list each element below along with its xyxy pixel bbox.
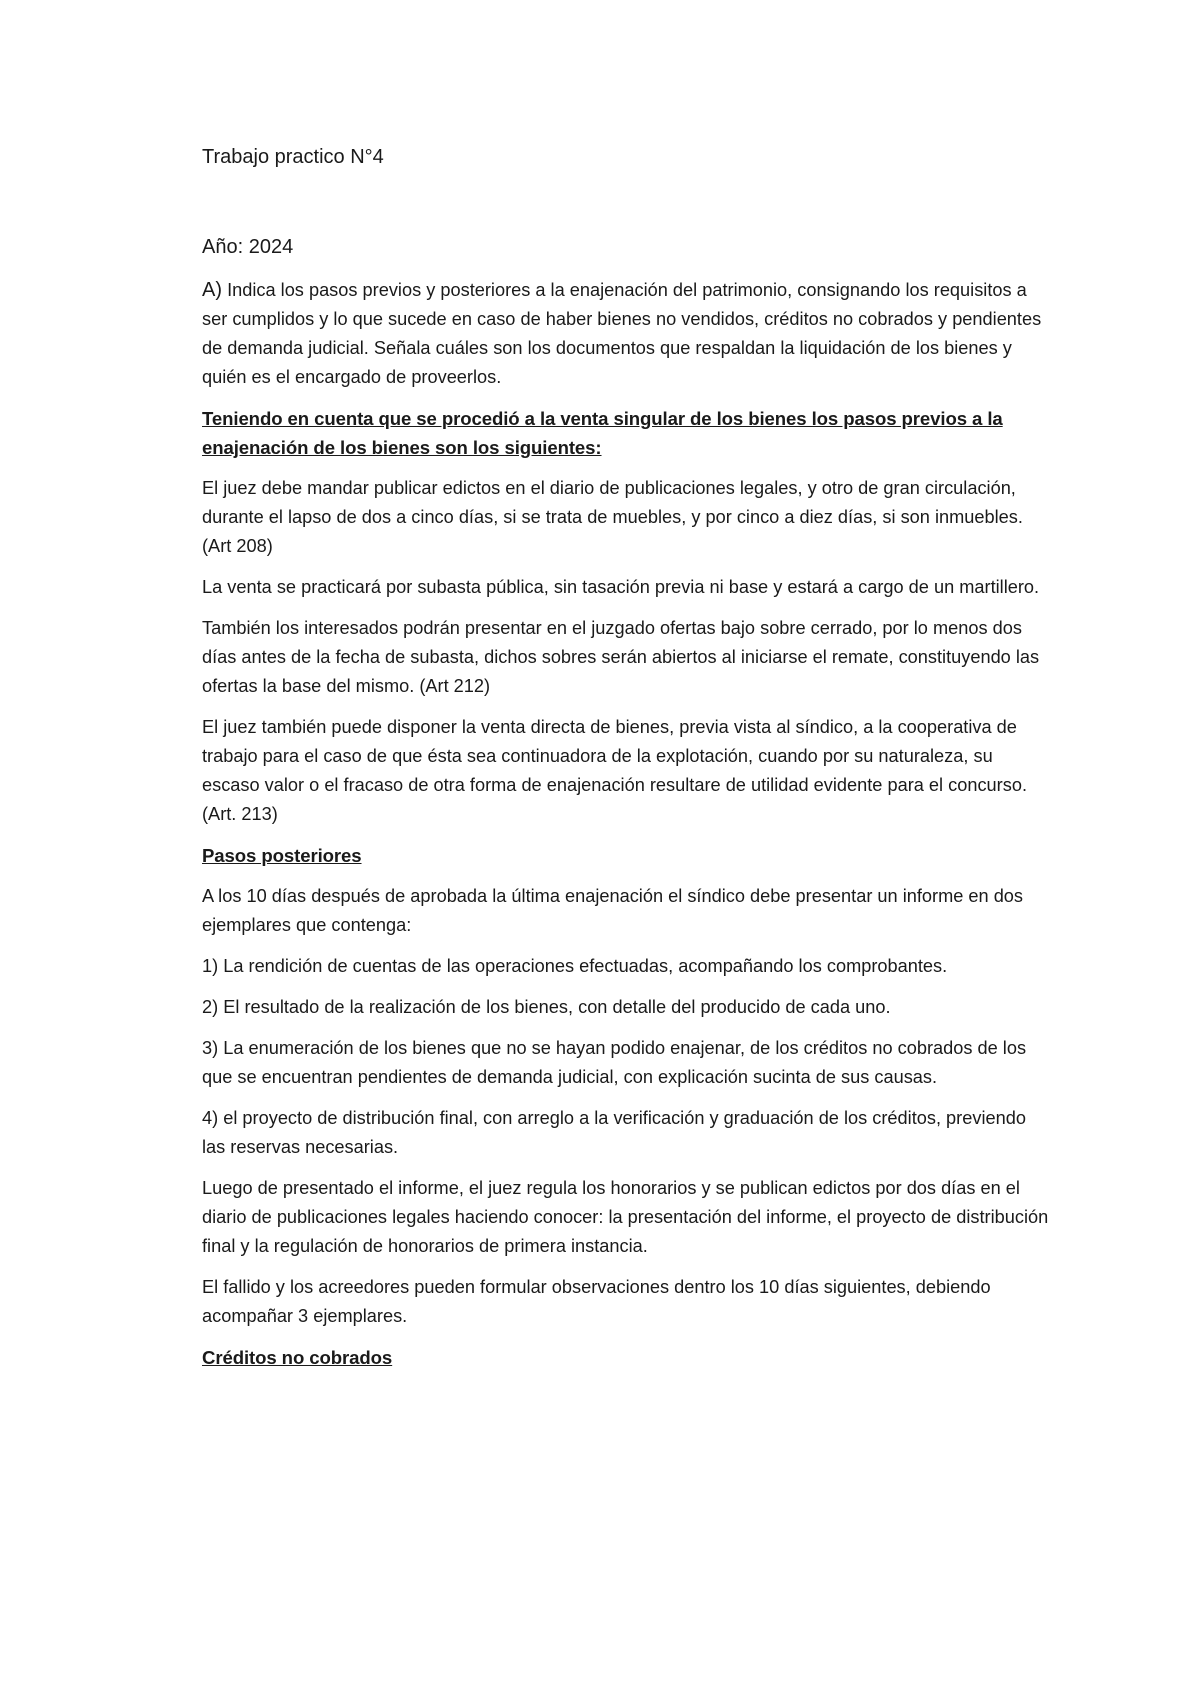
document-year: Año: 2024 (202, 236, 294, 258)
heading-pasos-previos: Teniendo en cuenta que se procedió a la venta singular de los bienes los pasos previos a la enajenación de los bienes son los siguientes: (202, 408, 1003, 458)
question-text: Indica los pasos previos y posteriores a la enajenación del patrimonio, consignando los requisitos a ser cumplidos y lo que sucede en caso de haber bienes no vendidos, créditos no cobrados y pendientes de demanda judicial. Señala cuáles son los documentos que respaldan la liquidación de los bienes y quién es el encargado de proveerlos. (202, 280, 1042, 387)
list-item-3: 3) La enumeración de los bienes que no se hayan podido enajenar, de los créditos no cobrados de los que se encuentran pendientes de demanda judicial, con explicación sucinta de sus causas. (202, 1038, 1027, 1087)
heading-creditos-no-cobrados: Créditos no cobrados (202, 1347, 393, 1368)
paragraph-ofertas: También los interesados podrán presentar en el juzgado ofertas bajo sobre cerrado, por lo menos dos días antes de la fecha de subasta, dichos sobres serán abiertos al iniciarse el remate, constituyendo las ofertas la base del mismo. (Art 212) (202, 618, 1040, 696)
paragraph-venta-directa: El juez también puede disponer la venta directa de bienes, previa vista al síndico, a la cooperativa de trabajo para el caso de que ésta sea continuadora de la explotación, cuando por su naturaleza, su escaso valor o el fracaso de otra forma de enajenación resultare de utilidad evidente para el concurso. (Art. 213) (202, 717, 1027, 824)
list-item-2: 2) El resultado de la realización de los bienes, con detalle del producido de cada uno. (202, 997, 891, 1017)
paragraph-subasta: La venta se practicará por subasta pública, sin tasación previa ni base y estará a cargo de un martillero. (202, 577, 1040, 597)
list-item-4: 4) el proyecto de distribución final, con arreglo a la verificación y graduación de los créditos, previendo las reservas necesarias. (202, 1108, 1026, 1157)
document-title: Trabajo practico N°4 (202, 146, 384, 168)
paragraph-observaciones: El fallido y los acreedores pueden formular observaciones dentro los 10 días siguientes, debiendo acompañar 3 ejemplares. (202, 1277, 991, 1326)
list-item-1: 1) La rendición de cuentas de las operaciones efectuadas, acompañando los comprobantes. (202, 956, 948, 976)
paragraph-edictos: El juez debe mandar publicar edictos en el diario de publicaciones legales, y otro de gran circulación, durante el lapso de dos a cinco días, si se trata de muebles, y por cinco a diez días, si son inmuebles. (Art 208) (202, 478, 1023, 556)
paragraph-honorarios: Luego de presentado el informe, el juez regula los honorarios y se publican edictos por dos días en el diario de publicaciones legales haciendo conocer: la presentación del informe, el proyecto de distribución final y la regulación de honorarios de primera instancia. (202, 1178, 1049, 1256)
question-paragraph (202, 276, 1052, 392)
question-label: A) (202, 279, 222, 301)
paragraph-informe: A los 10 días después de aprobada la última enajenación el síndico debe presentar un informe en dos ejemplares que contenga: (202, 886, 1024, 935)
heading-pasos-posteriores: Pasos posteriores (202, 845, 362, 866)
document-body (202, 140, 1052, 1372)
